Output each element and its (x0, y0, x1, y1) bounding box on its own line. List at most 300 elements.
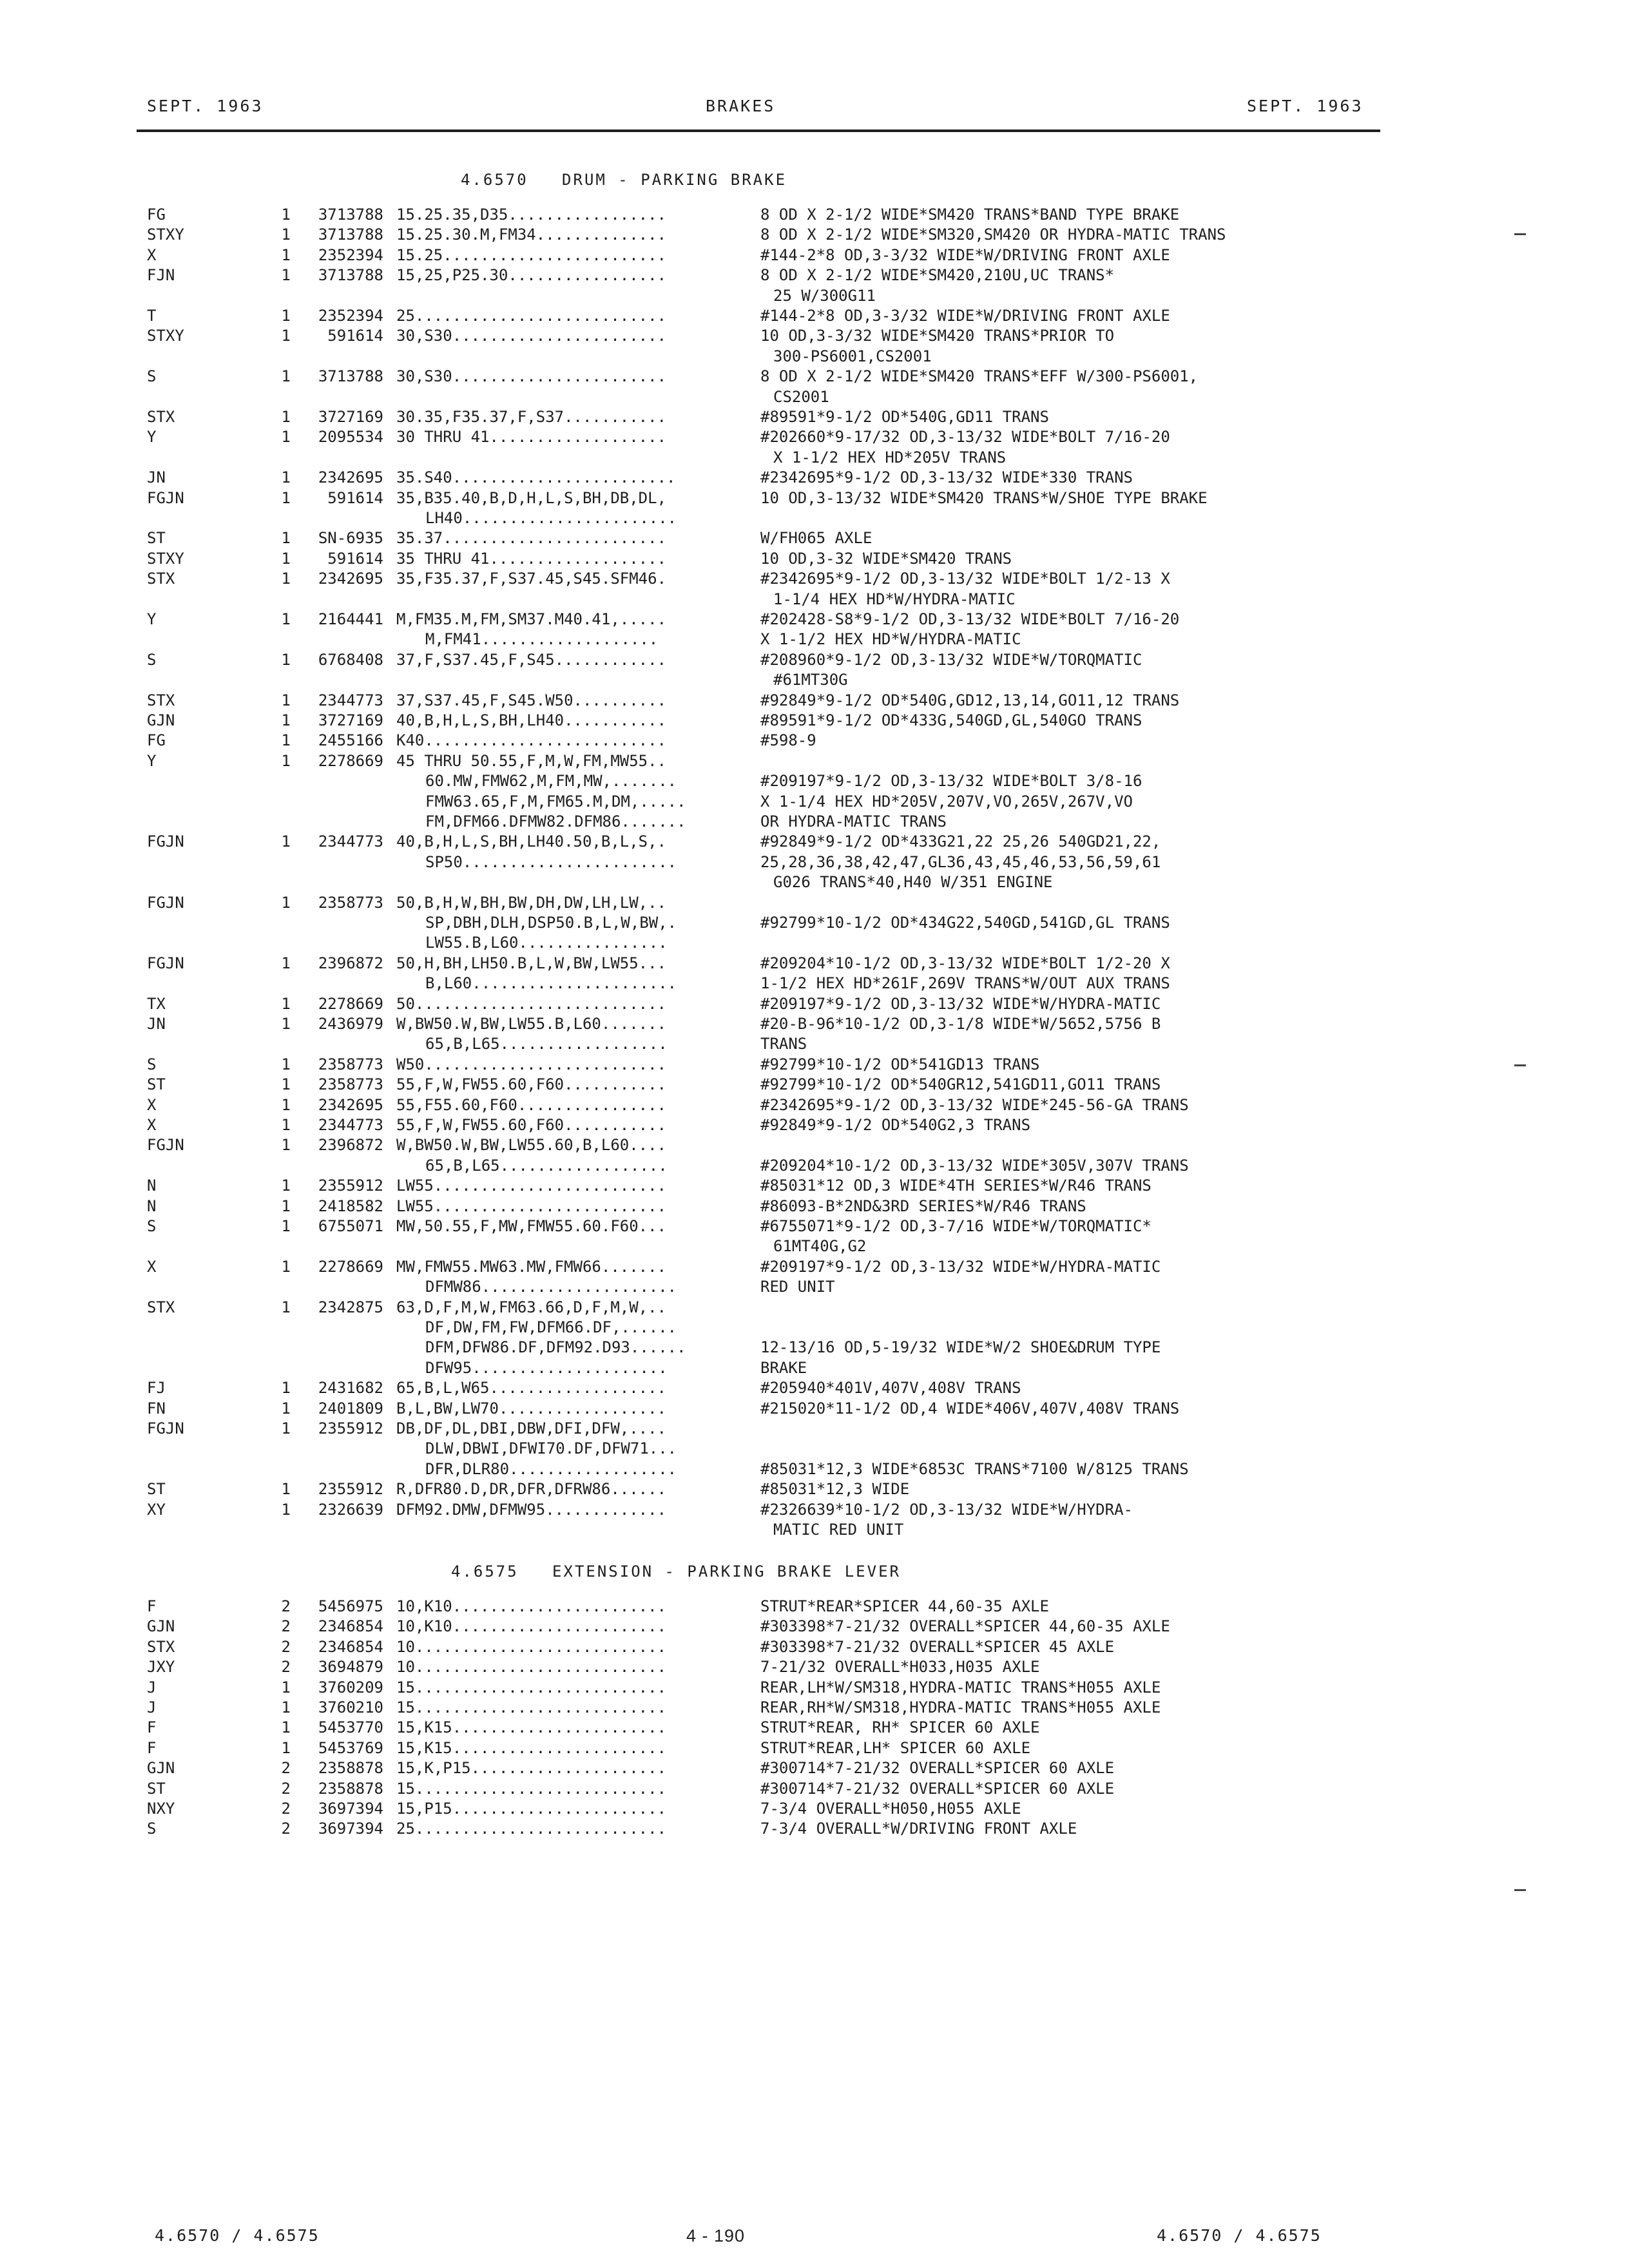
model-usage-line: 15,K,P15..................... (396, 1759, 667, 1777)
part-number: 2358773 (318, 1055, 383, 1073)
description-line: #144-2*8 OD,3-3/32 WIDE*W/DRIVING FRONT AXLE (760, 246, 1170, 264)
part-number: 2278669 (318, 1258, 383, 1276)
section-title: 4.6575 EXTENSION - PARKING BRAKE LEVER (451, 1562, 901, 1581)
model-code: FGJN (147, 1419, 184, 1437)
model-usage-line: 55,F,W,FW55.60,F60........... (396, 1075, 667, 1093)
model-code: F (147, 1718, 157, 1736)
part-number: 3727169 (318, 711, 383, 729)
model-usage-line: 65,B,L,W65................... (396, 1379, 667, 1397)
model-code: STXY (147, 327, 184, 345)
quantity: 1 (281, 832, 291, 850)
part-number: 3697394 (318, 1820, 383, 1838)
description-line: #209204*10-1/2 OD,3-13/32 WIDE*BOLT 1/2-20 X (760, 954, 1170, 972)
model-code: STX (147, 408, 175, 426)
model-code: S (147, 651, 157, 669)
model-code: N (147, 1177, 157, 1195)
margin-mark (1514, 1889, 1526, 1891)
part-number: 2344773 (318, 832, 383, 850)
model-code: FJN (147, 266, 175, 284)
model-usage-line: 15.25.35,D35................. (396, 206, 667, 224)
header-date-right: SEPT. 1963 (1247, 97, 1364, 115)
model-code: STX (147, 691, 175, 709)
model-code: STX (147, 1638, 175, 1656)
quantity: 1 (281, 1197, 291, 1215)
model-code: F (147, 1597, 157, 1615)
model-usage-line: W,BW50.W,BW,LW55.B,L60....... (396, 1015, 667, 1033)
margin-mark (1514, 1064, 1526, 1066)
description-line: #6755071*9-1/2 OD,3-7/16 WIDE*W/TORQMATIC* (760, 1217, 1152, 1235)
quantity: 1 (281, 226, 291, 244)
part-number: 3727169 (318, 408, 383, 426)
part-number: 2344773 (318, 691, 383, 709)
model-code: NXY (147, 1800, 175, 1818)
quantity: 2 (281, 1638, 291, 1656)
model-code: X (147, 1258, 157, 1276)
part-number: 3713788 (318, 367, 383, 385)
model-usage-line: LW55......................... (396, 1177, 667, 1195)
model-code: FGJN (147, 954, 184, 972)
description-line: #205940*401V,407V,408V TRANS (760, 1379, 1021, 1397)
quantity: 1 (281, 550, 291, 568)
quantity: 1 (281, 428, 291, 446)
footer-section-range-right: 4.6570 / 4.6575 (1157, 2226, 1322, 2245)
description-line: #303398*7-21/32 OVERALL*SPICER 44,60-35 AXLE (760, 1617, 1170, 1635)
model-code: S (147, 1055, 157, 1073)
header-title: BRAKES (706, 97, 776, 115)
part-number: 2358773 (318, 894, 383, 912)
part-number: 2358878 (318, 1780, 383, 1798)
model-code: J (147, 1678, 157, 1696)
quantity: 1 (281, 408, 291, 426)
model-usage-line: 55,F,W,FW55.60,F60........... (396, 1116, 667, 1134)
quantity: 1 (281, 1379, 291, 1397)
description-line: #92799*10-1/2 OD*540GR12,541GD11,GO11 TRANS (760, 1075, 1161, 1093)
part-number: 2358878 (318, 1759, 383, 1777)
model-code: F (147, 1739, 157, 1757)
model-usage-line: DFM92.DMW,DFMW95............. (396, 1501, 667, 1519)
quantity: 1 (281, 1075, 291, 1093)
part-number: 3713788 (318, 266, 383, 284)
part-number: 5453770 (318, 1718, 383, 1736)
description-line: #144-2*8 OD,3-3/32 WIDE*W/DRIVING FRONT AXLE (760, 307, 1170, 325)
description-line: X 1-1/2 HEX HD*205V TRANS (773, 448, 1007, 466)
part-number: 6768408 (318, 651, 383, 669)
description-line: OR HYDRA-MATIC TRANS (760, 812, 947, 831)
model-usage-line: 15,K15....................... (396, 1739, 667, 1757)
model-usage-line: 35,F35.37,F,S37.45,S45.SFM46. (396, 570, 667, 588)
quantity: 1 (281, 468, 291, 486)
description-line: X 1-1/4 HEX HD*205V,207V,VO,265V,267V,VO (760, 793, 1133, 811)
model-usage-line: 30,S30....................... (396, 367, 667, 385)
model-code: T (147, 307, 157, 325)
part-number: 591614 (327, 489, 383, 507)
model-code: STX (147, 570, 175, 588)
quantity: 2 (281, 1759, 291, 1777)
quantity: 1 (281, 954, 291, 972)
part-number: 2278669 (318, 995, 383, 1013)
model-usage-line: 30,S30....................... (396, 327, 667, 345)
model-usage-line: DFMW86..................... (425, 1278, 677, 1296)
model-code: GJN (147, 1617, 175, 1635)
model-usage-line: 45 THRU 50.55,F,M,W,FM,MW55.. (396, 752, 667, 770)
header-rule (137, 130, 1380, 132)
model-usage-line: 40,B,H,L,S,BH,LH40........... (396, 711, 667, 729)
description-line: #92799*10-1/2 OD*541GD13 TRANS (760, 1055, 1040, 1073)
description-line: #208960*9-1/2 OD,3-13/32 WIDE*W/TORQMATIC (760, 651, 1142, 669)
model-code: S (147, 1820, 157, 1838)
description-line: 25 W/300G11 (773, 287, 876, 305)
model-usage-line: 15,K15....................... (396, 1718, 667, 1736)
model-code: GJN (147, 711, 175, 729)
part-number: 6755071 (318, 1217, 383, 1235)
model-usage-line: MW,FMW55.MW63.MW,FMW66....... (396, 1258, 667, 1276)
description-line: #300714*7-21/32 OVERALL*SPICER 60 AXLE (760, 1780, 1115, 1798)
description-line: #300714*7-21/32 OVERALL*SPICER 60 AXLE (760, 1759, 1115, 1777)
model-usage-line: 15,P15....................... (396, 1800, 667, 1818)
quantity: 1 (281, 206, 291, 224)
quantity: 2 (281, 1820, 291, 1838)
model-usage-line: FM,DFM66.DFMW82.DFM86....... (425, 812, 686, 831)
description-line: #92849*9-1/2 OD*540G2,3 TRANS (760, 1116, 1031, 1134)
description-line: 10 OD,3-32 WIDE*SM420 TRANS (760, 550, 1012, 568)
model-code: S (147, 367, 157, 385)
description-line: 10 OD,3-3/32 WIDE*SM420 TRANS*PRIOR TO (760, 327, 1115, 345)
part-number: 2418582 (318, 1197, 383, 1215)
model-usage-line: DLW,DBWI,DFWI70.DF,DFW71... (425, 1439, 677, 1457)
description-line: 10 OD,3-13/32 WIDE*SM420 TRANS*W/SHOE TYPE BRAKE (760, 489, 1208, 507)
model-code: JN (147, 1015, 166, 1033)
model-usage-line: 15........................... (396, 1698, 667, 1716)
part-number: 5456975 (318, 1597, 383, 1615)
description-line: 8 OD X 2-1/2 WIDE*SM420 TRANS*BAND TYPE BRAKE (760, 206, 1180, 224)
description-line: #598-9 (760, 731, 816, 749)
model-usage-line: 25........................... (396, 1820, 667, 1838)
model-usage-line: 35,B35.40,B,D,H,L,S,BH,DB,DL, (396, 489, 667, 507)
model-code: JXY (147, 1658, 175, 1676)
part-number: 2344773 (318, 1116, 383, 1134)
model-usage-line: 65,B,L65.................. (425, 1035, 668, 1053)
description-line: #2342695*9-1/2 OD,3-13/32 WIDE*330 TRANS (760, 468, 1133, 486)
model-code: Y (147, 428, 157, 446)
model-code: ST (147, 1480, 166, 1498)
quantity: 1 (281, 610, 291, 628)
model-code: Y (147, 752, 157, 770)
quantity: 1 (281, 731, 291, 749)
description-line: #61MT30G (773, 671, 848, 689)
part-number: 591614 (327, 327, 383, 345)
quantity: 1 (281, 711, 291, 729)
quantity: 1 (281, 1678, 291, 1696)
part-number: 2352394 (318, 246, 383, 264)
model-usage-line: LH40....................... (425, 509, 677, 527)
model-usage-line: 65,B,L65.................. (425, 1157, 668, 1175)
part-number: 3694879 (318, 1658, 383, 1676)
quantity: 1 (281, 1298, 291, 1316)
model-usage-line: DFR,DLR80.................. (425, 1460, 677, 1478)
margin-mark (1514, 233, 1526, 235)
model-usage-line: 15.25.30.M,FM34.............. (396, 226, 667, 244)
model-code: X (147, 1096, 157, 1114)
quantity: 1 (281, 995, 291, 1013)
model-usage-line: M,FM41................... (425, 630, 659, 648)
quantity: 1 (281, 1136, 291, 1154)
model-usage-line: 63,D,F,M,W,FM63.66,D,F,M,W,.. (396, 1298, 667, 1316)
model-code: FN (147, 1399, 166, 1418)
description-line: #89591*9-1/2 OD*433G,540GD,GL,540GO TRANS (760, 711, 1142, 729)
model-code: X (147, 246, 157, 264)
model-code: XY (147, 1501, 166, 1519)
description-line: 7-21/32 OVERALL*H033,H035 AXLE (760, 1658, 1040, 1676)
quantity: 1 (281, 327, 291, 345)
model-usage-line: 35.S40........................ (396, 468, 676, 486)
model-usage-line: 10........................... (396, 1658, 667, 1676)
description-line: 1-1/2 HEX HD*261F,269V TRANS*W/OUT AUX TRANS (760, 974, 1170, 992)
description-line: #89591*9-1/2 OD*540G,GD11 TRANS (760, 408, 1049, 426)
part-number: 2355912 (318, 1177, 383, 1195)
model-code: ST (147, 529, 166, 547)
description-line: STRUT*REAR*SPICER 44,60-35 AXLE (760, 1597, 1049, 1615)
part-number: 2342695 (318, 468, 383, 486)
part-number: 2342875 (318, 1298, 383, 1316)
model-usage-line: 15........................... (396, 1780, 667, 1798)
description-line: 8 OD X 2-1/2 WIDE*SM320,SM420 OR HYDRA-MATIC TRANS (760, 226, 1226, 244)
model-usage-line: 25........................... (396, 307, 667, 325)
model-usage-line: 15........................... (396, 1678, 667, 1696)
part-number: 2355912 (318, 1480, 383, 1498)
model-code: STXY (147, 550, 184, 568)
model-usage-line: 55,F55.60,F60................ (396, 1096, 667, 1114)
quantity: 1 (281, 529, 291, 547)
model-code: FG (147, 206, 166, 224)
model-code: FGJN (147, 1136, 184, 1154)
part-number: 2342695 (318, 570, 383, 588)
part-number: 2396872 (318, 954, 383, 972)
part-number: 2455166 (318, 731, 383, 749)
model-usage-line: DB,DF,DL,DBI,DBW,DFI,DFW,.... (396, 1419, 667, 1437)
model-usage-line: W,BW50.W,BW,LW55.60,B,L60.... (396, 1136, 667, 1154)
quantity: 2 (281, 1658, 291, 1676)
description-line: #209197*9-1/2 OD,3-13/32 WIDE*BOLT 3/8-16 (760, 772, 1142, 790)
description-line: G026 TRANS*40,H40 W/351 ENGINE (773, 873, 1053, 891)
description-line: #92849*9-1/2 OD*540G,GD12,13,14,GO11,12 TRANS (760, 691, 1180, 709)
description-line: #2342695*9-1/2 OD,3-13/32 WIDE*BOLT 1/2-13 X (760, 570, 1170, 588)
part-number: 2352394 (318, 307, 383, 325)
description-line: #92849*9-1/2 OD*433G21,22 25,26 540GD21,22, (760, 832, 1161, 850)
model-usage-line: FMW63.65,F,M,FM65.M,DM,..... (425, 793, 686, 811)
part-number: 3697394 (318, 1800, 383, 1818)
model-code: N (147, 1197, 157, 1215)
description-line: #85031*12,3 WIDE*6853C TRANS*7100 W/8125 TRANS (760, 1460, 1189, 1478)
model-code: Y (147, 610, 157, 628)
description-line: 12-13/16 OD,5-19/32 WIDE*W/2 SHOE&DRUM TYPE (760, 1338, 1161, 1356)
description-line: 1-1/4 HEX HD*W/HYDRA-MATIC (773, 590, 1016, 608)
quantity: 1 (281, 1480, 291, 1498)
model-usage-line: 60.MW,FMW62,M,FM,MW,....... (425, 772, 677, 790)
model-code: STX (147, 1298, 175, 1316)
part-number: 2396872 (318, 1136, 383, 1154)
model-code: ST (147, 1780, 166, 1798)
model-usage-line: 35 THRU 41................... (396, 550, 667, 568)
description-line: #86093-B*2ND&3RD SERIES*W/R46 TRANS (760, 1197, 1086, 1215)
description-line: 7-3/4 OVERALL*W/DRIVING FRONT AXLE (760, 1820, 1077, 1838)
description-line: MATIC RED UNIT (773, 1521, 904, 1539)
description-line: CS2001 (773, 388, 829, 406)
model-usage-line: DFW95..................... (425, 1359, 668, 1377)
model-code: STXY (147, 226, 184, 244)
quantity: 1 (281, 307, 291, 325)
quantity: 1 (281, 1419, 291, 1437)
quantity: 1 (281, 1015, 291, 1033)
model-usage-line: 35.37........................ (396, 529, 667, 547)
description-line: #92799*10-1/2 OD*434G22,540GD,541GD,GL TRANS (760, 914, 1170, 932)
model-usage-line: 30 THRU 41................... (396, 428, 667, 446)
quantity: 1 (281, 1258, 291, 1276)
quantity: 2 (281, 1597, 291, 1615)
description-line: #209204*10-1/2 OD,3-13/32 WIDE*305V,307V TRANS (760, 1157, 1189, 1175)
model-usage-line: DF,DW,FM,FW,DFM66.DF,...... (425, 1318, 677, 1336)
description-line: #85031*12,3 WIDE (760, 1480, 910, 1498)
description-line: #209197*9-1/2 OD,3-13/32 WIDE*W/HYDRA-MATIC (760, 995, 1161, 1013)
part-number: 591614 (327, 550, 383, 568)
description-line: #209197*9-1/2 OD,3-13/32 WIDE*W/HYDRA-MATIC (760, 1258, 1161, 1276)
quantity: 1 (281, 489, 291, 507)
description-line: #2326639*10-1/2 OD,3-13/32 WIDE*W/HYDRA- (760, 1501, 1133, 1519)
description-line: #2342695*9-1/2 OD,3-13/32 WIDE*245-56-GA TRANS (760, 1096, 1189, 1114)
description-line: STRUT*REAR,LH* SPICER 60 AXLE (760, 1739, 1031, 1757)
model-usage-line: R,DFR80.D,DR,DFR,DFRW86...... (396, 1480, 667, 1498)
model-usage-line: LW55.B,L60................ (425, 934, 668, 952)
part-number: 3760209 (318, 1678, 383, 1696)
quantity: 1 (281, 1177, 291, 1195)
description-line: #303398*7-21/32 OVERALL*SPICER 45 AXLE (760, 1638, 1115, 1656)
quantity: 1 (281, 1698, 291, 1716)
description-line: BRAKE (760, 1359, 807, 1377)
part-number: 2326639 (318, 1501, 383, 1519)
page-number: 4 - 190 (686, 2226, 746, 2245)
part-number: SN-6935 (318, 529, 383, 547)
model-usage-line: 50,H,BH,LH50.B,L,W,BW,LW55... (396, 954, 667, 972)
quantity: 2 (281, 1617, 291, 1635)
description-line: REAR,LH*W/SM318,HYDRA-MATIC TRANS*H055 AXLE (760, 1678, 1161, 1696)
part-number: 2278669 (318, 752, 383, 770)
model-usage-line: K40.......................... (396, 731, 667, 749)
model-usage-line: 10........................... (396, 1638, 667, 1656)
model-code: ST (147, 1075, 166, 1093)
part-number: 2431682 (318, 1379, 383, 1397)
quantity: 1 (281, 570, 291, 588)
model-code: FG (147, 731, 166, 749)
model-usage-line: SP,DBH,DLH,DSP50.B,L,W,BW,. (425, 914, 677, 932)
quantity: 1 (281, 1055, 291, 1073)
description-line: #202660*9-17/32 OD,3-13/32 WIDE*BOLT 7/16-20 (760, 428, 1170, 446)
model-usage-line: M,FM35.M,FM,SM37.M40.41,..... (396, 610, 667, 628)
model-code: J (147, 1698, 157, 1716)
model-usage-line: 15.25........................ (396, 246, 667, 264)
footer-section-range-left: 4.6570 / 4.6575 (155, 2226, 320, 2245)
description-line: #215020*11-1/2 OD,4 WIDE*406V,407V,408V TRANS (760, 1399, 1180, 1418)
model-code: GJN (147, 1759, 175, 1777)
description-line: #20-B-96*10-1/2 OD,3-1/8 WIDE*W/5652,5756 B (760, 1015, 1161, 1033)
model-usage-line: B,L,BW,LW70.................. (396, 1399, 667, 1418)
part-number: 3760210 (318, 1698, 383, 1716)
quantity: 1 (281, 1096, 291, 1114)
quantity: 1 (281, 752, 291, 770)
quantity: 1 (281, 1399, 291, 1418)
model-usage-line: 37,S37.45,F,S45.W50.......... (396, 691, 667, 709)
model-usage-line: 50........................... (396, 995, 667, 1013)
quantity: 1 (281, 1501, 291, 1519)
quantity: 1 (281, 266, 291, 284)
model-code: X (147, 1116, 157, 1134)
model-usage-line: 10,K10....................... (396, 1597, 667, 1615)
quantity: 2 (281, 1780, 291, 1798)
model-code: JN (147, 468, 166, 486)
part-number: 2346854 (318, 1617, 383, 1635)
model-usage-line: W50.......................... (396, 1055, 667, 1073)
model-code: TX (147, 995, 166, 1013)
description-line: REAR,RH*W/SM318,HYDRA-MATIC TRANS*H055 AXLE (760, 1698, 1161, 1716)
quantity: 1 (281, 367, 291, 385)
quantity: 1 (281, 1217, 291, 1235)
description-line: RED UNIT (760, 1278, 835, 1296)
model-usage-line: 30.35,F35.37,F,S37........... (396, 408, 667, 426)
description-line: X 1-1/2 HEX HD*W/HYDRA-MATIC (760, 630, 1021, 648)
part-number: 2164441 (318, 610, 383, 628)
quantity: 1 (281, 691, 291, 709)
part-number: 2095534 (318, 428, 383, 446)
quantity: 1 (281, 1739, 291, 1757)
description-line: 8 OD X 2-1/2 WIDE*SM420,210U,UC TRANS* (760, 266, 1115, 284)
part-number: 2355912 (318, 1419, 383, 1437)
model-usage-line: B,L60...................... (425, 974, 677, 992)
part-number: 2358773 (318, 1075, 383, 1093)
quantity: 2 (281, 1800, 291, 1818)
quantity: 1 (281, 246, 291, 264)
model-code: S (147, 1217, 157, 1235)
model-usage-line: 15,25,P25.30................. (396, 266, 667, 284)
model-usage-line: 37,F,S37.45,F,S45............ (396, 651, 667, 669)
model-usage-line: SP50....................... (425, 853, 677, 871)
part-number: 2346854 (318, 1638, 383, 1656)
part-number: 3713788 (318, 226, 383, 244)
part-number: 5453769 (318, 1739, 383, 1757)
description-line: TRANS (760, 1035, 807, 1053)
model-usage-line: 50,B,H,W,BH,BW,DH,DW,LH,LW,.. (396, 894, 667, 912)
part-number: 2436979 (318, 1015, 383, 1033)
description-line: 300-PS6001,CS2001 (773, 347, 932, 365)
model-code: FGJN (147, 894, 184, 912)
quantity: 1 (281, 1116, 291, 1134)
quantity: 1 (281, 894, 291, 912)
description-line: 61MT40G,G2 (773, 1237, 867, 1255)
part-number: 2401809 (318, 1399, 383, 1418)
description-line: STRUT*REAR, RH* SPICER 60 AXLE (760, 1718, 1040, 1736)
description-line: W/FH065 AXLE (760, 529, 872, 547)
model-usage-line: DFM,DFW86.DF,DFM92.D93...... (425, 1338, 686, 1356)
description-line: #85031*12 OD,3 WIDE*4TH SERIES*W/R46 TRANS (760, 1177, 1152, 1195)
description-line: 25,28,36,38,42,47,GL36,43,45,46,53,56,59,61 (760, 853, 1161, 871)
model-usage-line: LW55......................... (396, 1197, 667, 1215)
description-line: #202428-S8*9-1/2 OD,3-13/32 WIDE*BOLT 7/16-20 (760, 610, 1180, 628)
quantity: 1 (281, 1718, 291, 1736)
model-usage-line: 40,B,H,L,S,BH,LH40.50,B,L,S,. (396, 832, 667, 850)
header-date-left: SEPT. 1963 (147, 97, 264, 115)
description-line: 7-3/4 OVERALL*H050,H055 AXLE (760, 1800, 1021, 1818)
model-usage-line: 10,K10....................... (396, 1617, 667, 1635)
model-usage-line: MW,50.55,F,MW,FMW55.60.F60... (396, 1217, 667, 1235)
model-code: FJ (147, 1379, 166, 1397)
section-title: 4.6570 DRUM - PARKING BRAKE (461, 171, 787, 189)
